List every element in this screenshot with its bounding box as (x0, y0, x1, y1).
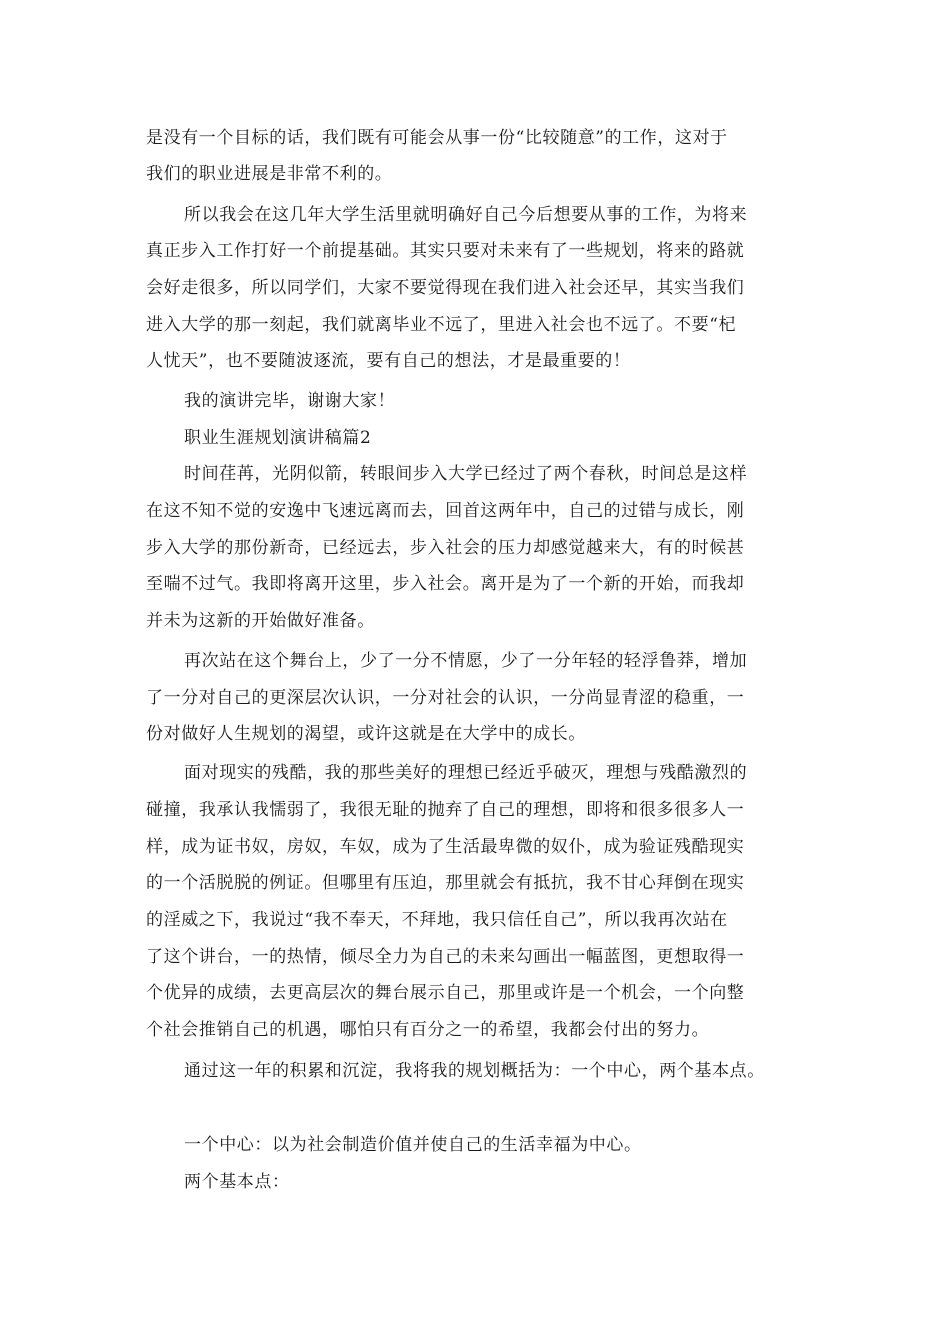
text-line: 会好走很多，所以同学们，大家不要觉得现在我们进入社会还早，其实当我们 (146, 278, 745, 298)
text-line: 再次站在这个舞台上，少了一分不情愿，少了一分年轻的轻浮鲁莽，增加 (184, 651, 748, 671)
text-line: 碰撞，我承认我懦弱了，我很无耻的抛弃了自己的理想，即将和很多很多人一 (146, 800, 745, 820)
text-line: 在这不知不觉的安逸中飞速远离而去，回首这两年中，自己的过错与成长，刚 (146, 501, 745, 521)
text-line: 人忧天”，也不要随波逐流，要有自己的想法，才是最重要的！ (146, 351, 631, 371)
text-line: 两个基本点： (184, 1172, 290, 1192)
text-line: 真正步入工作打好一个前提基础。其实只要对未来有了一些规划，将来的路就 (146, 241, 745, 261)
text-line: 步入大学的那份新奇，已经远去，步入社会的压力却感觉越来大，有的时候甚 (146, 538, 745, 558)
text-line: 并未为这新的开始做好准备。 (146, 611, 375, 631)
text-line: 了一分对自己的更深层次认识，一分对社会的认识，一分尚显青涩的稳重，一 (146, 688, 745, 708)
text-line: 的一个活脱脱的例证。但哪里有压迫，那里就会有抵抗，我不甘心拜倒在现实 (146, 873, 745, 893)
text-line: 一个中心：以为社会制造价值并使自己的生活幸福为中心。 (184, 1135, 642, 1155)
text-line: 是没有一个目标的话，我们既有可能会从事一份“比较随意”的工作，这对于 (146, 128, 728, 148)
text-line: 所以我会在这几年大学生活里就明确好自己今后想要从事的工作，为将来 (184, 205, 748, 225)
text-line: 的淫威之下，我说过“我不奉天，不拜地，我只信任自己”，所以我再次站在 (146, 910, 728, 930)
text-line: 至喘不过气。我即将离开这里，步入社会。离开是为了一个新的开始，而我却 (146, 574, 745, 594)
text-line: 了这个讲台，一的热情，倾尽全力为自己的未来勾画出一幅蓝图，更想取得一 (146, 947, 745, 967)
text-line: 面对现实的残酷，我的那些美好的理想已经近乎破灭，理想与残酷激烈的 (184, 763, 748, 783)
text-line: 我的演讲完毕，谢谢大家！ (184, 391, 396, 411)
section-heading: 职业生涯规划演讲稿篇2 (184, 428, 372, 448)
text-line: 份对做好人生规划的渴望，或许这就是在大学中的成长。 (146, 724, 586, 744)
text-line: 通过这一年的积累和沉淀，我将我的规划概括为：一个中心，两个基本点。 (184, 1061, 765, 1081)
text-line: 个社会推销自己的机遇，哪怕只有百分之一的希望，我都会付出的努力。 (146, 1020, 710, 1040)
text-line: 个优异的成绩，去更高层次的舞台展示自己，那里或许是一个机会，一个向整 (146, 983, 745, 1003)
text-line: 时间荏苒，光阴似箭，转眼间步入大学已经过了两个春秋，时间总是这样 (184, 464, 748, 484)
text-line: 样，成为证书奴，房奴，车奴，成为了生活最卑微的奴仆，成为验证残酷现实 (146, 837, 745, 857)
text-line: 进入大学的那一刻起，我们就离毕业不远了，里进入社会也不远了。不要“杞 (146, 315, 737, 335)
text-line: 我们的职业进展是非常不利的。 (146, 164, 393, 184)
